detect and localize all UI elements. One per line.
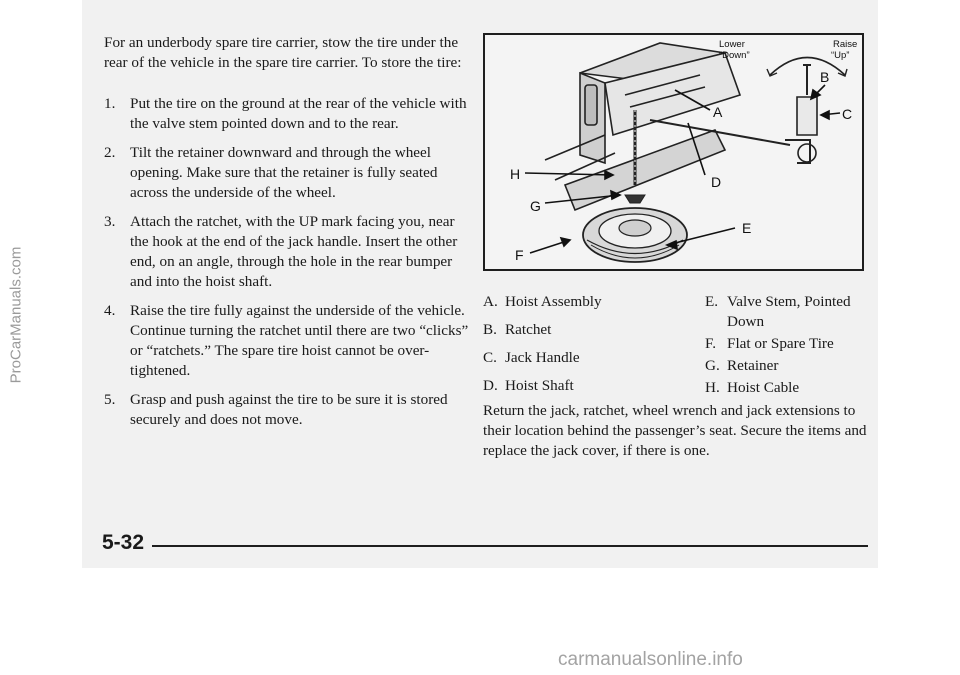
step-text: Tilt the retainer downward and through the wheel opening. Make sure that the retainer is fully seated across the underside of the wheel. [130,144,438,201]
legend-letter: C. [483,349,497,366]
legend-letter: D. [483,377,498,394]
left-watermark [2,120,30,510]
step-text: Put the tire on the ground at the rear of the vehicle with the valve stem pointed down and to the rear. [130,95,467,132]
figure-legend-right [705,292,875,400]
figure-legend-left [483,292,683,404]
page-number: 5-32 [102,531,145,554]
step-number: 2. [104,144,116,161]
left-watermark-text: ProCarManuals.com [7,246,25,384]
callout-f: F [515,247,524,263]
step-text: Attach the ratchet, with the UP mark facing you, near the hook at the end of the jack handle. Insert the other end, on an angle, through the hole in the rear bumper and into the hoist shaft. [130,213,458,290]
lower-sub-label: “Down” [719,50,750,61]
callout-h: H [510,166,521,182]
raise-sub-label: “Up” [831,50,850,61]
hoist-diagram [485,35,862,269]
legend-text: Retainer [727,357,779,374]
legend-letter: B. [483,321,497,338]
callout-g: G [530,198,541,214]
legend-text: Flat or Spare Tire [727,335,834,352]
legend-letter: F. [705,335,717,352]
legend-text: Hoist Cable [727,379,800,396]
bottom-watermark: carmanualsonline.info [558,649,743,670]
callout-b: B [820,69,830,85]
callout-e: E [742,220,752,236]
step-item [104,212,476,292]
step-number: 3. [104,213,116,230]
legend-item [483,376,683,396]
legend-item [705,378,875,398]
legend-letter: G. [705,357,720,374]
legend-text: Hoist Shaft [505,377,574,394]
step-item [104,301,476,381]
legend-text: Valve Stem, Pointed Down [727,293,851,330]
legend-text: Hoist Assembly [505,293,602,310]
legend-text: Ratchet [505,321,552,338]
step-text: Raise the tire fully against the underside of the vehicle. Continue turning the ratchet until there are two “clicks” or “ratchets.” The spare tire hoist cannot be over-tightened. [130,302,469,379]
step-number: 5. [104,391,116,408]
legend-item [705,292,875,332]
raise-label: Raise [833,39,858,50]
legend-letter: H. [705,379,720,396]
callout-a: A [713,104,723,120]
step-text: Grasp and push against the tire to be sure it is stored securely and does not move. [130,391,448,428]
legend-letter: E. [705,293,719,310]
callout-d: D [711,174,722,190]
step-number: 1. [104,95,116,112]
step-item [104,143,476,203]
legend-item [483,348,683,368]
instruction-steps [104,94,476,439]
footer-rule [152,545,868,547]
legend-letter: A. [483,293,498,310]
step-item [104,390,476,430]
lower-label: Lower [719,39,745,50]
legend-item [483,320,683,340]
closing-paragraph: Return the jack, ratchet, wheel wrench and jack extensions to their location behind the passenger’s seat. Secure the items and replace the jack cover, if there is one. [483,402,867,459]
intro-paragraph: For an underbody spare tire carrier, stow the tire under the rear of the vehicle in the spare tire carrier. To store the tire: [104,34,462,71]
legend-item [705,356,875,376]
legend-text: Jack Handle [505,349,580,366]
callout-c: C [842,106,853,122]
spare-tire-hoist-illustration [483,33,864,271]
tire-drawing [583,195,687,262]
legend-item [483,292,683,312]
legend-item [705,334,875,354]
step-number: 4. [104,302,116,319]
step-item [104,94,476,134]
